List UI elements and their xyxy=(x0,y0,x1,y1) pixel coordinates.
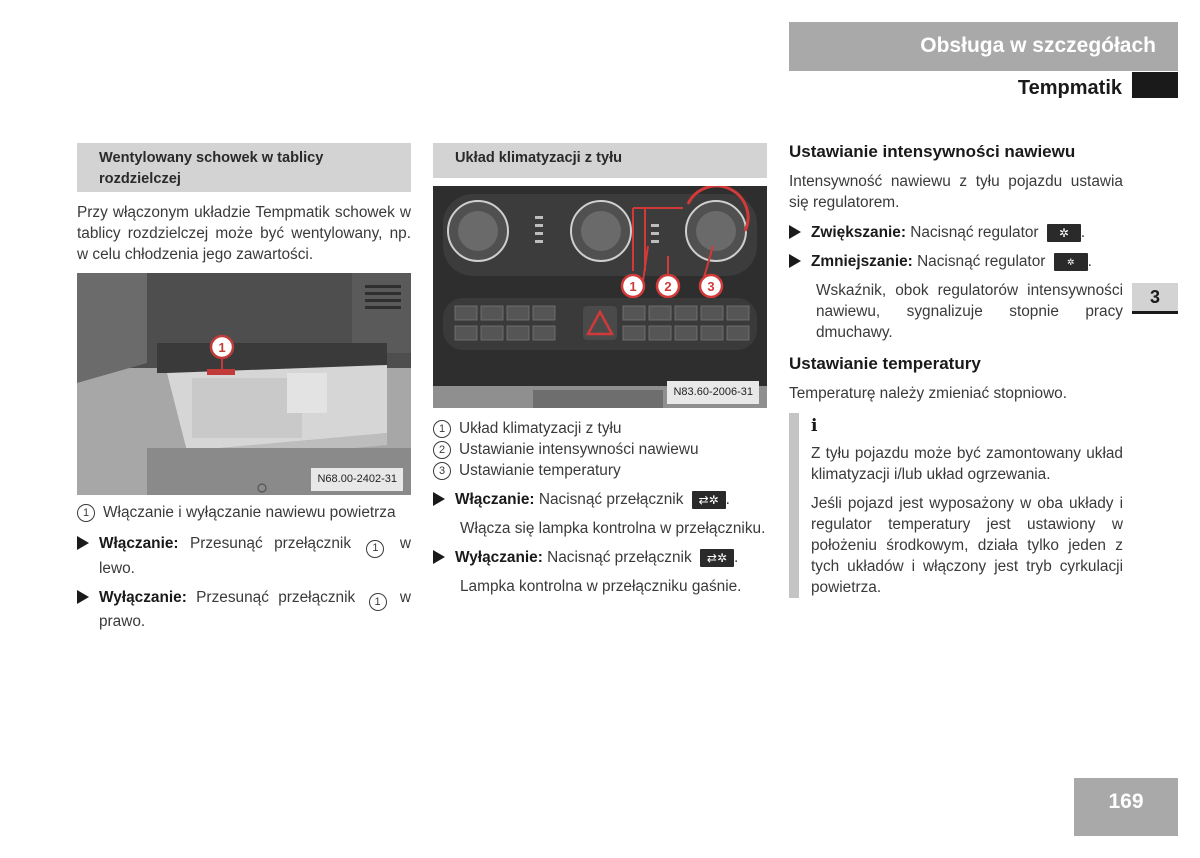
photo-marker-2: 2 xyxy=(664,279,672,294)
fan-heading: Ustawianie intensywności nawiewu xyxy=(789,142,1076,161)
legend-item xyxy=(433,418,767,439)
step-item xyxy=(433,489,767,510)
legend-number: 1 xyxy=(433,420,451,438)
subsection-marker xyxy=(1132,72,1178,98)
fan-large-icon: ✲ xyxy=(1047,224,1081,242)
bullet-arrow-icon xyxy=(433,550,445,564)
left-box-title: Wentylowany schowek w tablicy rozdzielczej xyxy=(77,143,411,192)
step-number: 1 xyxy=(366,540,384,558)
chapter-tab-underline xyxy=(1132,311,1178,314)
fan-intro: Intensywność nawiewu z tyłu pojazdu ustawia się regulatorem. xyxy=(789,173,1123,211)
rear-ac-switch-icon: ⇄✲ xyxy=(692,491,726,509)
step-item xyxy=(789,251,1123,272)
step-item xyxy=(433,547,767,568)
step-item xyxy=(789,222,1123,243)
step-number: 1 xyxy=(369,593,387,611)
bullet-arrow-icon xyxy=(789,225,801,239)
legend-item xyxy=(433,439,767,460)
note-paragraph: Jeśli pojazd jest wyposażony w oba układy i regulator temperatury jest ustawiony w położeniu środkowym, działa tylko jeden z tych układów i włączony jest tryb cyrkulacji powietrza. xyxy=(811,495,1123,596)
step-text: Nacisnąć przełącznik xyxy=(547,549,692,566)
fan-small-icon: ✲ xyxy=(1054,253,1088,271)
middle-column xyxy=(433,143,767,597)
step-text: Nacisnąć regulator xyxy=(917,253,1046,270)
bullet-arrow-icon xyxy=(433,492,445,506)
legend-text: Włączanie i wyłączanie nawiewu powietrza xyxy=(103,504,396,521)
right-column xyxy=(789,141,1123,598)
step-label: Wyłączanie: xyxy=(455,549,543,566)
legend-item xyxy=(433,460,767,481)
photo-code: N83.60-2006-31 xyxy=(667,381,759,404)
step-label: Zwiększanie: xyxy=(811,224,906,241)
legend-number: 1 xyxy=(77,504,95,522)
rear-ac-switch-icon: ⇄✲ xyxy=(700,549,734,567)
note-paragraph: Z tyłu pojazdu może być zamontowany układ klimatyzacji i/lub układ ogrzewania. xyxy=(811,445,1123,483)
photo-marker-3: 3 xyxy=(707,279,715,294)
step-item xyxy=(77,533,411,579)
step-end: . xyxy=(1080,224,1086,241)
left-intro: Przy włączonym układzie Tempmatik schowek w tablicy rozdzielczej może być wentylowany, np. w celu chłodzenia jego zawartości. xyxy=(77,204,411,263)
fan-indicator: Wskaźnik, obok regulatorów intensywności nawiewu, sygnalizuje stopnie pracy dmuchawy. xyxy=(816,282,1123,341)
step-followup: Lampka kontrolna w przełączniku gaśnie. xyxy=(460,578,742,595)
step-end: . xyxy=(725,491,730,508)
glovebox-illustration xyxy=(77,273,411,495)
bullet-arrow-icon xyxy=(77,536,89,550)
photo-code: N68.00-2402-31 xyxy=(311,468,403,491)
step-followup: Włącza się lampka kontrolna w przełączniku. xyxy=(460,520,766,537)
step-end: . xyxy=(1087,253,1092,270)
info-note xyxy=(789,413,1123,598)
step-text: Przesunąć przełącznik xyxy=(189,535,352,552)
temp-heading: Ustawianie temperatury xyxy=(789,354,981,373)
step-text: Przesunąć przełącznik xyxy=(196,588,356,606)
climate-panel-photo xyxy=(433,186,767,408)
step-label: Zmniejszanie: xyxy=(811,253,913,270)
info-icon: i xyxy=(811,416,818,436)
section-title: Obsługa w szczegółach xyxy=(920,34,1156,57)
photo-marker-1: 1 xyxy=(218,340,226,355)
step-label: Wyłączanie: xyxy=(99,588,187,606)
glovebox-photo xyxy=(77,273,411,495)
middle-box-title: Układ klimatyzacji z tyłu xyxy=(433,143,767,178)
legend-text: Układ klimatyzacji z tyłu xyxy=(459,420,622,437)
page-number: 169 xyxy=(1074,778,1178,836)
climate-panel-illustration xyxy=(433,186,767,408)
step-item xyxy=(77,587,411,633)
step-text: Nacisnąć przełącznik xyxy=(538,491,684,508)
left-column xyxy=(77,143,411,632)
temp-intro: Temperaturę należy zmieniać stopniowo. xyxy=(789,385,1068,402)
photo-marker-1: 1 xyxy=(629,279,637,294)
step-text: w lewo. xyxy=(99,535,411,577)
step-end: . xyxy=(733,549,739,566)
bullet-arrow-icon xyxy=(77,590,89,604)
step-text: Nacisnąć regulator xyxy=(910,224,1039,241)
legend-number: 3 xyxy=(433,462,451,480)
subsection-title: Tempmatik xyxy=(1017,77,1122,99)
step-text: w prawo. xyxy=(99,588,412,630)
bullet-arrow-icon xyxy=(789,254,801,268)
section-header-bar xyxy=(789,22,1178,71)
legend-number: 2 xyxy=(433,441,451,459)
legend-text: Ustawianie intensywności nawiewu xyxy=(459,441,699,458)
step-label: Włączanie: xyxy=(455,491,535,508)
step-label: Włączanie: xyxy=(99,535,179,552)
chapter-tab: 3 xyxy=(1132,283,1178,311)
legend-item xyxy=(77,502,411,523)
legend-text: Ustawianie temperatury xyxy=(459,462,621,479)
